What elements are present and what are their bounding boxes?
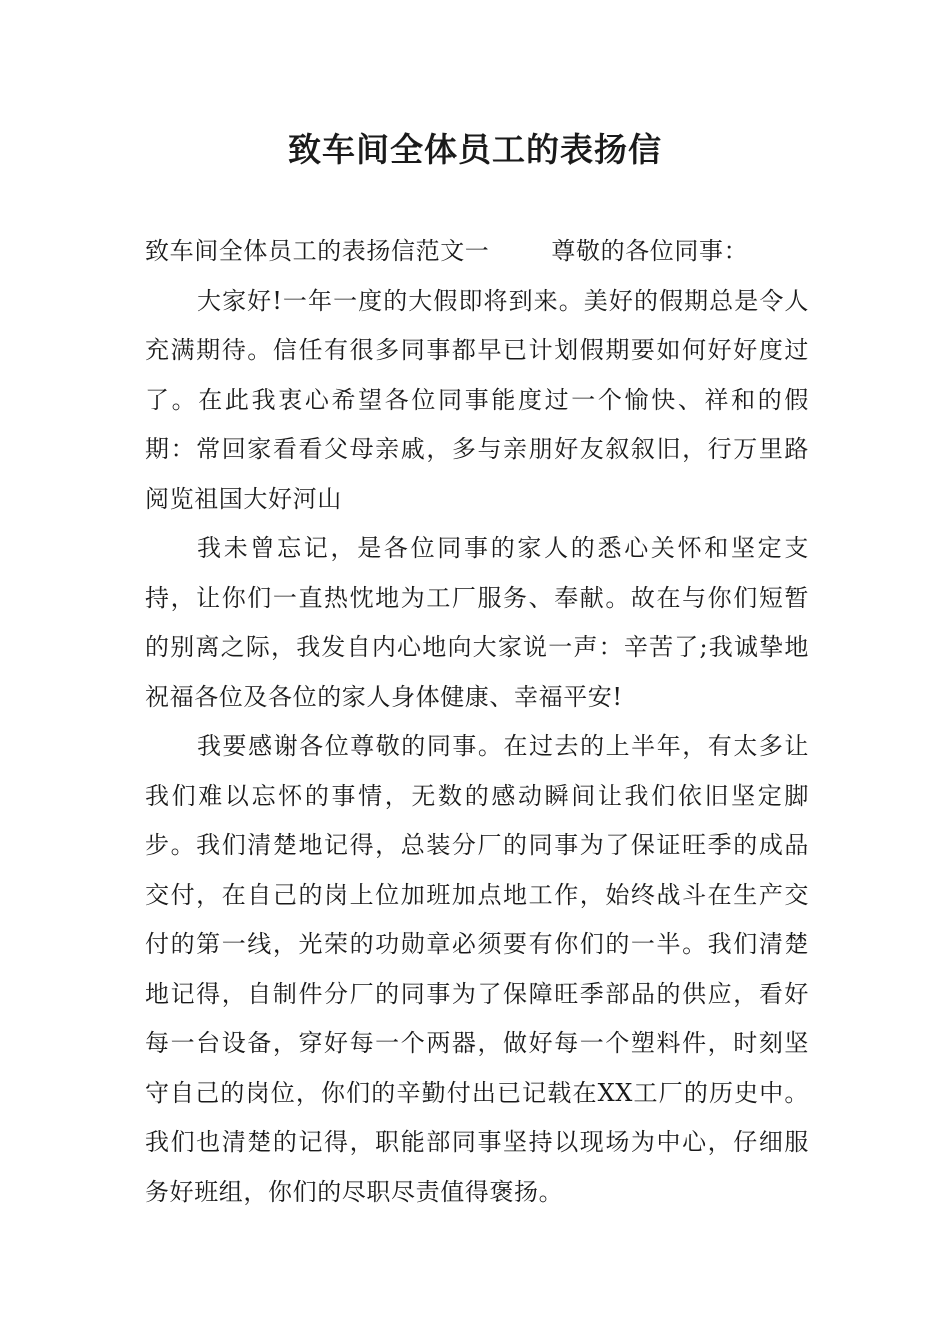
intro-heading: 致车间全体员工的表扬信范文一 — [145, 237, 490, 265]
letter-body — [145, 227, 809, 1217]
document-title: 致车间全体员工的表扬信 — [288, 130, 662, 169]
paragraph-2: 我未曾忘记，是各位同事的家人的悉心关怀和坚定支持，让你们一直热忱地为工厂服务、奉献。故在与你们短暂的别离之际，我发自内心地向大家说一声：辛苦了;我诚挚地祝福各位及各位的家人身体健康、幸福平安! — [145, 534, 809, 711]
paragraph-1: 大家好!一年一度的大假即将到来。美好的假期总是令人充满期待。信任有很多同事都早已计划假期要如何好好度过了。在此我衷心希望各位同事能度过一个愉快、祥和的假期：常回家看看父母亲戚，多与亲朋好友叙叙旧，行万里路阅览祖国大好河山 — [145, 286, 809, 513]
paragraph-3: 我要感谢各位尊敬的同事。在过去的上半年，有太多让我们难以忘怀的事情，无数的感动瞬间让我们依旧坚定脚步。我们清楚地记得，总装分厂的同事为了保证旺季的成品交付，在自己的岗上位加班加点地工作，始终战斗在生产交付的第一线，光荣的功勋章必须要有你们的一半。我们清楚地记得，自制件分厂的同事为了保障旺季部品的供应，看好每一台设备，穿好每一个两器，做好每一个塑料件，时刻坚守自己的岗位，你们的辛勤付出已记载在XX工厂的历史中。我们也清楚的记得，职能部同事坚持以现场为中心，仔细服务好班组，你们的尽职尽责值得褒扬。 — [145, 732, 809, 1206]
intro-line — [145, 227, 809, 277]
salutation: 尊敬的各位同事： — [551, 237, 749, 265]
